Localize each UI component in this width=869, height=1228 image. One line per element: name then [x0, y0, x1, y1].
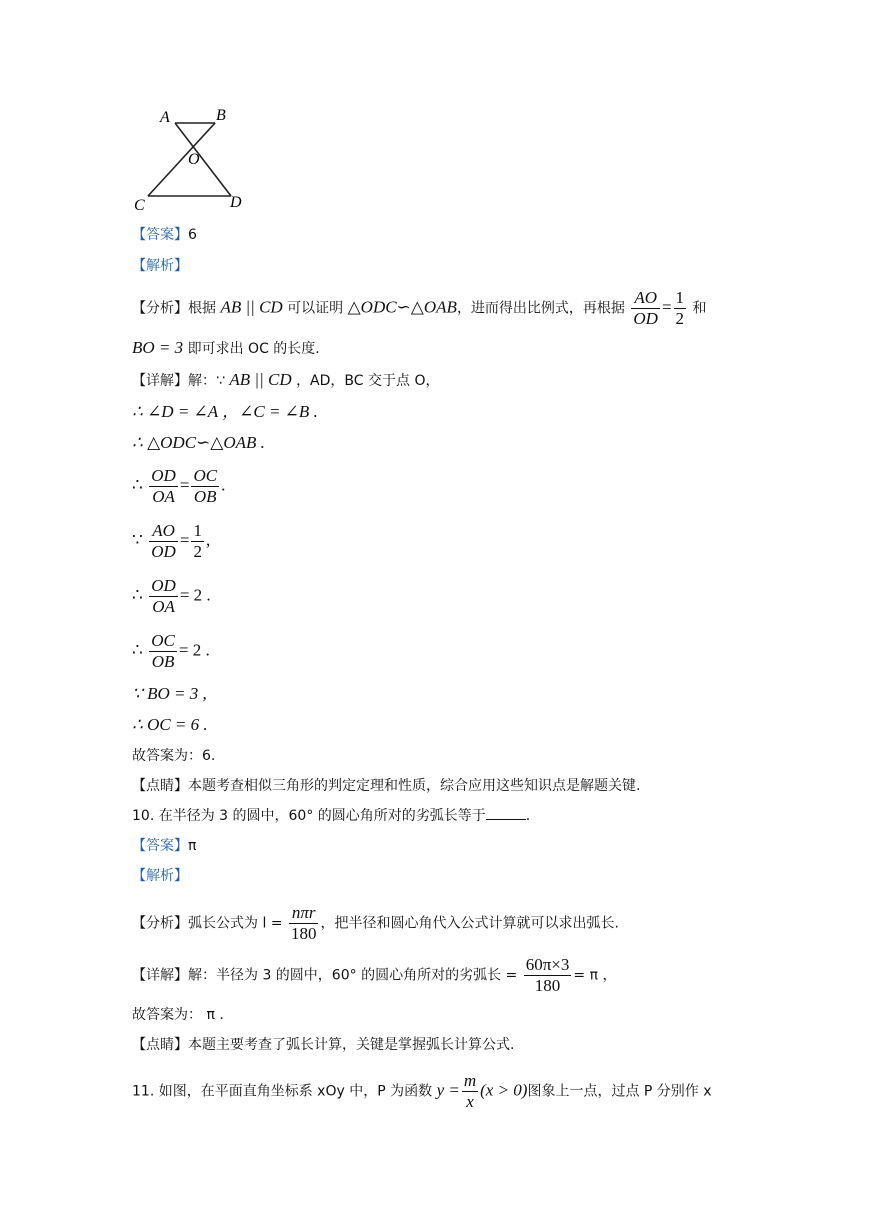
- fraction-oc-ob: [149, 631, 177, 672]
- xiangjie-math: AB || CD: [229, 370, 292, 389]
- xiangjie-text: 解：半径为 3 的圆中，60° 的圆心角所对的劣弧长 =: [188, 967, 518, 984]
- fraction-arc-formula: [289, 903, 319, 944]
- frac-den: 2: [193, 542, 202, 561]
- question-end: .: [525, 808, 531, 824]
- fenxi-text-2: 可以证明: [287, 300, 344, 317]
- frac-den: x: [466, 1092, 474, 1111]
- segment-bc: [148, 123, 215, 196]
- label-b: B: [216, 107, 226, 124]
- fenxi-similarity: △ODC∽△OAB: [347, 297, 457, 317]
- dianjing-text: 本题主要考查了弧长计算，关键是掌握弧长计算公式.: [188, 1037, 515, 1053]
- final-answer: 故答案为： π .: [132, 1007, 224, 1023]
- fenxi-text-1: 弧长公式为 l =: [188, 915, 283, 932]
- xiangjie-text-1: 解：∵: [188, 373, 225, 389]
- question-text: 10. 在半径为 3 的圆中，60° 的圆心角所对的劣弧长等于: [132, 808, 486, 824]
- frac-den: 180: [290, 924, 317, 943]
- frac-den: OB: [193, 487, 217, 506]
- step-value: = 2 .: [179, 585, 211, 605]
- fraction-od-oa: [149, 576, 178, 617]
- answer-tag: 【答案】: [132, 227, 188, 243]
- step-6: [132, 576, 211, 617]
- frac-num: AO: [149, 521, 178, 542]
- q9-analysis-line: [132, 256, 188, 276]
- step-text: ∴ ∠D = ∠A ，∠C = ∠B .: [132, 402, 318, 421]
- fraction-half: [191, 521, 204, 562]
- frac-den: OD: [633, 309, 658, 328]
- dianjing-tag: 【点睛】: [132, 778, 188, 794]
- question-text-1: 11. 如图，在平面直角坐标系 xOy 中，P 为函数: [132, 1083, 433, 1100]
- frac-num: nπr: [289, 903, 319, 924]
- fenxi-text-3: ，进而得出比例式，再根据: [456, 300, 625, 317]
- step-5: ∵ $\frac{AO}{OD}$ = $\frac{1}{2}$ ,: [132, 521, 211, 561]
- q10-question: [132, 806, 530, 826]
- q9-fenxi-line: [132, 288, 707, 329]
- fenxi-bo: BO = 3: [132, 338, 184, 357]
- therefore-sign: ∴: [132, 640, 143, 660]
- frac-num: OC: [151, 631, 175, 650]
- step-2: [132, 402, 318, 423]
- q10-dianjing: [132, 1035, 514, 1055]
- dianjing-tag: 【点睛】: [132, 1037, 188, 1053]
- fraction-od-oa: [149, 466, 178, 507]
- frac-den: OD: [151, 542, 176, 561]
- q9-dianjing: [132, 776, 640, 796]
- step-text: ∴ OC = 6 .: [132, 715, 208, 734]
- q10-final: [132, 1005, 224, 1025]
- fraction-arc-calc: [524, 955, 572, 996]
- equals: =: [661, 297, 672, 317]
- frac-num: 60π×3: [525, 955, 570, 974]
- frac-den: OB: [151, 652, 175, 671]
- therefore-sign: ∴: [132, 585, 143, 605]
- q10-xiangjie-line: [132, 955, 616, 996]
- fraction-ao-od: [149, 521, 178, 562]
- frac-num: 1: [675, 288, 685, 307]
- fenxi-condition: AB || CD: [220, 297, 283, 317]
- fenxi-text-4: 和: [692, 300, 707, 317]
- fenxi-text-5: 即可求出 OC 的长度.: [187, 341, 320, 357]
- answer-value: 6: [188, 227, 197, 243]
- geometry-figure: [128, 100, 258, 220]
- frac-num: OD: [151, 466, 176, 485]
- fraction-half: [674, 288, 687, 329]
- fraction-oc-ob: [191, 466, 219, 507]
- label-d: D: [230, 194, 242, 211]
- answer-value: π: [188, 838, 197, 854]
- xiangjie-text-2: ，AD，BC 交于点 O，: [296, 373, 440, 389]
- domain-condition: (x > 0): [480, 1080, 528, 1100]
- answer-tag: 【答案】: [132, 838, 188, 854]
- label-a: A: [160, 109, 170, 126]
- label-o: O: [188, 151, 200, 168]
- frac-num: OC: [193, 466, 218, 485]
- step-text: ∵ BO = 3 ,: [132, 684, 207, 703]
- step-value: = 2 .: [178, 640, 210, 660]
- q9-xiangjie-line: [132, 370, 439, 391]
- question-text-2: 图象上一点，过点 P 分别作 x: [527, 1083, 712, 1100]
- step-4: ∴ $\frac{OD}{OA}$ = $\frac{OC}{OB}$ .: [132, 466, 226, 506]
- q9-answer-line: [132, 225, 197, 245]
- q10-fenxi-line: [132, 903, 619, 944]
- frac-num: OD: [151, 576, 176, 595]
- answer-blank: [486, 807, 526, 820]
- frac-den: 2: [675, 309, 685, 328]
- frac-den: OA: [152, 487, 175, 506]
- analysis-tag: 【解析】: [132, 258, 188, 274]
- therefore-sign: ∴: [132, 475, 143, 495]
- fenxi-tag: 【分析】: [132, 915, 188, 932]
- step-3: [132, 433, 265, 454]
- frac-num: AO: [631, 288, 660, 309]
- frac-num: 1: [193, 521, 202, 540]
- xiangjie-tag: 【详解】: [132, 967, 188, 984]
- label-c: C: [134, 197, 145, 214]
- frac-den: 180: [534, 976, 561, 995]
- fraction-ao-od: [631, 288, 660, 329]
- xiangjie-tag: 【详解】: [132, 373, 188, 389]
- xiangjie-result: = π ，: [573, 967, 617, 984]
- q11-question: [132, 1071, 712, 1112]
- step-text: ∴ △ODC∽△OAB .: [132, 433, 265, 452]
- frac-num: m: [463, 1071, 477, 1090]
- step-7: [132, 631, 210, 672]
- step-9: [132, 715, 208, 736]
- segment-ad: [175, 123, 231, 196]
- frac-den: OA: [152, 597, 175, 616]
- dianjing-text: 本题考查相似三角形的判定定理和性质，综合应用这些知识点是解题关键.: [188, 778, 641, 794]
- fenxi-text-2: ，把半径和圆心角代入公式计算就可以求出弧长.: [320, 915, 619, 932]
- q9-fenxi-line-2: [132, 338, 320, 359]
- analysis-tag: 【解析】: [132, 868, 188, 884]
- fenxi-text-1: 根据: [188, 300, 216, 317]
- fenxi-tag: 【分析】: [132, 300, 188, 317]
- q10-analysis-line: [132, 866, 188, 886]
- fraction-m-x: [462, 1071, 478, 1112]
- step-8: [132, 684, 207, 705]
- q9-final: [132, 746, 215, 766]
- q10-answer-line: [132, 836, 196, 856]
- final-answer: 故答案为：6.: [132, 748, 216, 764]
- because-sign: ∵: [132, 530, 143, 550]
- function-y: y =: [436, 1080, 460, 1100]
